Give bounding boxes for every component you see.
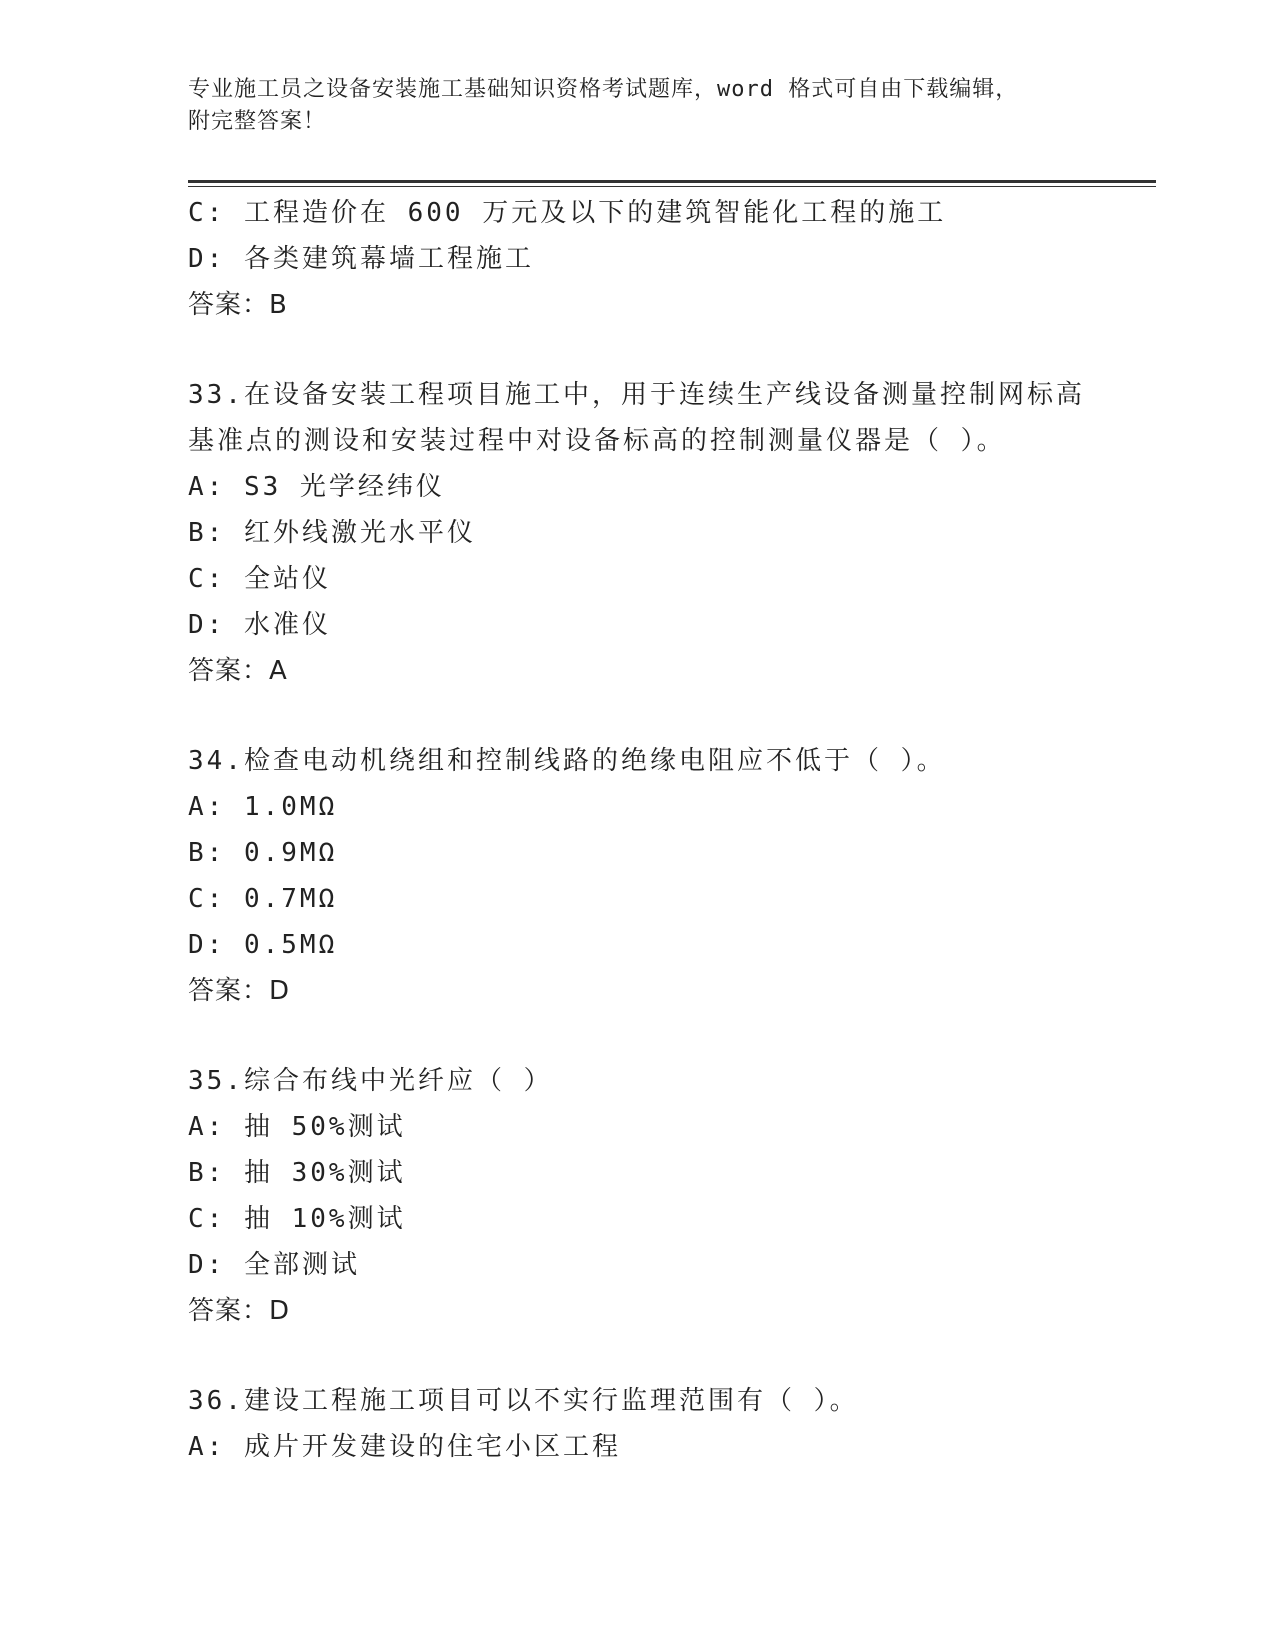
question-block (188, 738, 1128, 1014)
answer-line: 答案：D (188, 1296, 291, 1326)
option-a: A: 成片开发建设的住宅小区工程 (188, 1432, 621, 1462)
answer-line: 答案：B (188, 290, 288, 320)
question-text: 36.建设工程施工项目可以不实行监理范围有（ ）。 (188, 1386, 859, 1416)
option-c: C: 0.7MΩ (188, 884, 338, 914)
question-block (188, 1058, 1128, 1334)
question-text: 34.检查电动机绕组和控制线路的绝缘电阻应不低于（ ）。 (188, 746, 946, 776)
option-d: D: 0.5MΩ (188, 930, 338, 960)
option-d: D: 水准仪 (188, 610, 331, 640)
question-text: 33.在设备安装工程项目施工中，用于连续生产线设备测量控制网标高 (188, 380, 1085, 410)
block-spacer (188, 1014, 1128, 1058)
option-d: D: 各类建筑幕墙工程施工 (188, 244, 534, 274)
option-b: B: 抽 30%测试 (188, 1158, 406, 1188)
option-c: C: 抽 10%测试 (188, 1204, 406, 1234)
question-block (188, 1378, 1128, 1470)
header-rule-thick (188, 180, 1156, 183)
option-a: A: 1.0MΩ (188, 792, 338, 822)
question-text-continued: 基准点的测设和安装过程中对设备标高的控制测量仪器是（ ）。 (188, 426, 1006, 456)
question-block (188, 372, 1128, 694)
question-block (188, 190, 1128, 328)
option-c: C: 全站仪 (188, 564, 331, 594)
question-content (188, 190, 1128, 1470)
document-header (188, 74, 1108, 138)
question-text: 35.综合布线中光纤应（ ） (188, 1066, 553, 1096)
block-spacer (188, 328, 1128, 372)
header-line-2: 附完整答案！ (188, 109, 327, 134)
option-b: B: 红外线激光水平仪 (188, 518, 476, 548)
option-d: D: 全部测试 (188, 1250, 360, 1280)
header-line-1: 专业施工员之设备安装施工基础知识资格考试题库，word 格式可自由下载编辑， (188, 77, 1019, 102)
answer-line: 答案：D (188, 976, 291, 1006)
header-rule-thin (188, 186, 1156, 187)
option-a: A: 抽 50%测试 (188, 1112, 406, 1142)
answer-line: 答案：A (188, 656, 288, 686)
block-spacer (188, 1334, 1128, 1378)
block-spacer (188, 694, 1128, 738)
option-a: A: S3 光学经纬仪 (188, 472, 445, 502)
option-c: C: 工程造价在 600 万元及以下的建筑智能化工程的施工 (188, 198, 947, 228)
option-b: B: 0.9MΩ (188, 838, 338, 868)
